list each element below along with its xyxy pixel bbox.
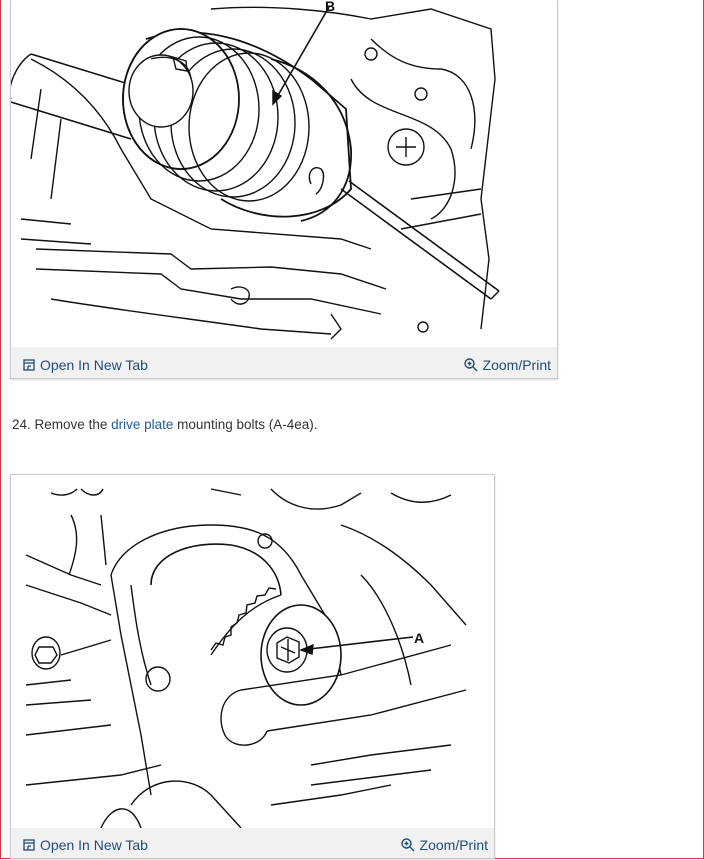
open-new-tab-icon (23, 359, 35, 371)
figure-toolbar-2 (11, 832, 494, 858)
zoom-print-label: Zoom/Print (419, 837, 488, 853)
diagram-image-1 (11, 0, 557, 347)
open-new-tab-icon (23, 839, 35, 851)
open-new-tab-label: Open In New Tab (40, 357, 148, 373)
zoom-print-link[interactable] (401, 837, 488, 853)
step-number: 24. (12, 417, 31, 432)
open-new-tab-label: Open In New Tab (40, 837, 148, 853)
callout-label-b: B (325, 0, 336, 14)
zoom-in-icon (401, 838, 415, 852)
zoom-print-link[interactable] (464, 357, 551, 373)
diagram-image-2 (11, 475, 494, 828)
step-instruction (12, 417, 318, 432)
zoom-print-label: Zoom/Print (482, 357, 551, 373)
figure-card-2 (10, 474, 495, 859)
figure-toolbar-1 (11, 352, 557, 378)
drive-plate-link[interactable]: drive plate (111, 417, 174, 432)
zoom-in-icon (464, 358, 478, 372)
open-new-tab-link[interactable] (23, 357, 148, 373)
step-text-before: Remove the (34, 417, 108, 432)
step-text-after: mounting bolts (A-4ea). (177, 417, 318, 432)
open-new-tab-link[interactable] (23, 837, 148, 853)
figure-card-1 (10, 0, 558, 379)
callout-label-a: A (414, 630, 425, 646)
